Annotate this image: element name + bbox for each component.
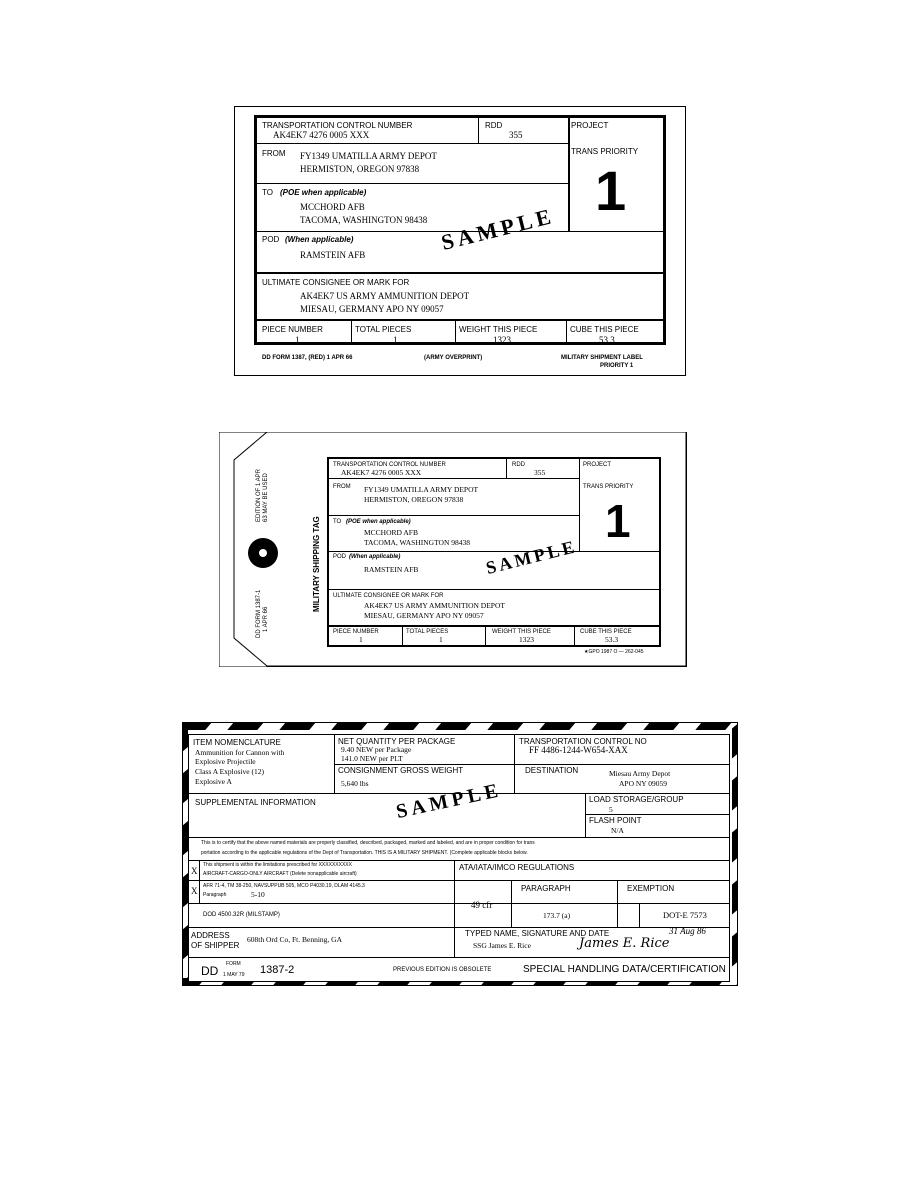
destination-label: DESTINATION — [525, 766, 579, 775]
typed-name-value: SSG James E. Rice — [473, 941, 531, 950]
tcn-no-label: TRANSPORTATION CONTROL NO — [519, 737, 647, 746]
paragraph-small-value: 5-10 — [251, 890, 265, 899]
divider — [329, 515, 580, 516]
gpo-imprint: ★GPO 1987 O — 262-045 — [584, 649, 644, 655]
divider — [189, 860, 730, 861]
form-title: SPECIAL HANDLING DATA/CERTIFICATION — [523, 964, 726, 975]
tcn-label: TRANSPORTATION CONTROL NUMBER — [262, 121, 413, 130]
tag-piece-number-label: PIECE NUMBER — [333, 629, 379, 635]
tag-from-line1: FY1349 UMATILLA ARMY DEPOT — [364, 485, 479, 494]
tag2-grid — [327, 457, 661, 647]
divider — [617, 880, 618, 927]
shipper-address: 608th Ord Co, Ft. Benning, GA — [247, 935, 343, 944]
supplemental-label: SUPPLEMENTAL INFORMATION — [195, 798, 316, 807]
divider — [402, 627, 403, 647]
address-label-line1: ADDRESS — [191, 931, 230, 940]
divider — [485, 627, 486, 647]
consignee-line2: MIESAU, GERMANY APO NY 09057 — [300, 304, 444, 314]
divider — [329, 625, 659, 627]
divider — [257, 143, 569, 144]
tag-to-label: TO — [333, 519, 342, 525]
divider — [579, 459, 580, 551]
dod-label: DOD 4500.32R (MILSTAMP) — [203, 912, 280, 918]
weight-label: WEIGHT THIS PIECE — [459, 325, 538, 334]
net-quantity-line2: 141.0 NEW per PLT — [341, 754, 403, 763]
certification-line1: This is to certify that the above named materials are properly classified, described, packaged, marked and labeled, and are in proper condition for trans — [201, 840, 535, 846]
tag-trans-priority-value: 1 — [605, 495, 631, 547]
certification-line2: portation according to the applicable regulations of the Dept of Transportation. THIS IS A MILITARY SHIPMENT. (Complete applicable blocks below. — [201, 850, 528, 856]
from-line2: HERMISTON, OREGON 97838 — [300, 164, 420, 174]
load-storage-label: LOAD STORAGE/GROUP — [589, 795, 684, 804]
label1-grid — [254, 115, 666, 345]
tag-rdd-label: RDD — [512, 462, 525, 468]
item-line3: Class A Explosive (12) — [195, 767, 264, 776]
divider — [514, 735, 515, 793]
to-line1: MCCHORD AFB — [300, 202, 365, 212]
form-sample-stamp: SAMPLE — [394, 779, 504, 824]
paragraph-value: 173.7 (a) — [543, 911, 571, 920]
tag-consignee-line1: AK4EK7 US ARMY AMMUNITION DEPOT — [364, 601, 505, 610]
x-mark-aircraft: X — [191, 866, 198, 876]
divider — [189, 903, 730, 904]
tag-tcn-label: TRANSPORTATION CONTROL NUMBER — [333, 462, 446, 468]
divider — [329, 551, 659, 552]
label1-overprint: (ARMY OVERPRINT) — [424, 355, 483, 361]
divider — [329, 478, 580, 479]
divider — [478, 118, 479, 143]
tag-to-note: (POE when applicable) — [346, 519, 411, 525]
tag-weight-label: WEIGHT THIS PIECE — [492, 629, 551, 635]
gross-weight-label: CONSIGNMENT GROSS WEIGHT — [338, 766, 464, 775]
pod-label: POD — [262, 235, 280, 244]
edition-line2: 63 MAY BE USED — [263, 473, 269, 522]
tag-project-label: PROJECT — [583, 462, 612, 468]
total-pieces-value: 1 — [393, 335, 398, 345]
pod-note: (When applicable) — [285, 235, 354, 244]
divider — [568, 118, 570, 231]
x-mark-afr: X — [191, 886, 198, 896]
tag-consignee-line2: MIESAU, GERMANY APO NY 09057 — [364, 611, 484, 620]
load-storage-value: 5 — [609, 805, 613, 814]
limitation-line1: This shipment is within the limitations prescribed for XXXXXXXXXX — [203, 862, 352, 868]
form3-grid — [188, 734, 730, 982]
piece-number-label: PIECE NUMBER — [262, 325, 323, 334]
limitation-line2: AIRCRAFT-CARGO-ONLY AIRCRAFT (Delete nonapplicable aircraft) — [203, 871, 357, 877]
divider — [189, 927, 730, 928]
tag-piece-number-value: 1 — [359, 635, 363, 644]
flash-point-value: N/A — [611, 826, 624, 835]
item-label: ITEM NOMENCLATURE — [193, 738, 281, 747]
divider — [257, 272, 663, 274]
handwritten-signature: James E. Rice — [579, 936, 670, 951]
divider — [585, 793, 586, 837]
exemption-value: DOT-E 7573 — [663, 910, 707, 920]
tag-to-line1: MCCHORD AFB — [364, 528, 418, 537]
divider — [334, 735, 335, 793]
divider — [511, 880, 512, 927]
exemption-label: EXEMPTION — [627, 884, 675, 893]
net-quantity-line1: 9.40 NEW per Package — [341, 745, 412, 754]
tag-rdd-value: 355 — [534, 468, 546, 477]
total-pieces-label: TOTAL PIECES — [355, 325, 412, 334]
tag-to-line2: TACOMA, WASHINGTON 98438 — [364, 538, 470, 547]
address-label-line2: OF SHIPPER — [191, 941, 240, 950]
item-line4: Explosive A — [195, 777, 232, 786]
tag-form-line2: 1 APR 66 — [263, 606, 269, 632]
tag-form-line1: DD FORM 1387-1 — [256, 589, 262, 638]
tag-pod-label: POD — [333, 554, 347, 560]
cube-label: CUBE THIS PIECE — [570, 325, 639, 334]
destination-line1: Miesau Army Depot — [609, 769, 671, 778]
typed-name-label: TYPED NAME, SIGNATURE AND DATE — [465, 929, 610, 938]
tag-weight-value: 1323 — [519, 635, 534, 644]
tag-total-pieces-label: TOTAL PIECES — [406, 629, 449, 635]
signature-date: 31 Aug 86 — [669, 926, 706, 936]
tag-consignee-label: ULTIMATE CONSIGNEE OR MARK FOR — [333, 593, 444, 599]
tag-pod-note: (When applicable) — [349, 554, 401, 560]
tag-trans-priority-label: TRANS PRIORITY — [583, 484, 634, 490]
project-label: PROJECT — [571, 121, 609, 130]
paragraph-small-label: Paragraph — [203, 892, 227, 898]
tag-sample-stamp: SAMPLE — [483, 536, 580, 579]
trans-priority-label: TRANS PRIORITY — [571, 147, 639, 156]
divider — [189, 957, 730, 958]
trans-priority-value: 1 — [595, 159, 627, 222]
paragraph-label: PARAGRAPH — [521, 884, 571, 893]
sample-stamp: SAMPLE — [438, 202, 558, 256]
previous-edition-note: PREVIOUS EDITION IS OBSOLETE — [393, 967, 492, 973]
divider — [574, 627, 575, 647]
rdd-value: 355 — [509, 130, 523, 140]
dd-label: DD — [201, 964, 219, 978]
to-note: (POE when applicable) — [280, 188, 367, 197]
tag-from-line2: HERMISTON, OREGON 97838 — [364, 495, 464, 504]
gross-weight-value: 5,640 lbs — [341, 779, 369, 788]
form-date: 1 MAY 79 — [223, 972, 245, 978]
item-line1: Ammunition for Cannon with — [195, 748, 285, 757]
afr-line: AFR 71-4, TM 38-250, NAVSUPPUB 505, MCO P4030.19, DLAM 4145.3 — [203, 883, 365, 889]
divider — [189, 880, 730, 881]
divider — [329, 589, 659, 590]
tag-pod-value: RAMSTEIN AFB — [364, 565, 419, 574]
divider — [257, 319, 663, 321]
label1-form-number: DD FORM 1387, (RED) 1 APR 66 — [262, 355, 353, 361]
edition-line1: EDITION OF 1 APR — [256, 468, 262, 522]
pod-value: RAMSTEIN AFB — [300, 250, 366, 260]
cube-value: 53.3 — [599, 335, 615, 345]
to-line2: TACOMA, WASHINGTON 98438 — [300, 215, 428, 225]
divider — [454, 860, 455, 957]
tag-cube-label: CUBE THIS PIECE — [580, 629, 632, 635]
divider — [257, 183, 569, 184]
weight-value: 1323 — [493, 335, 511, 345]
item-line2: Explosive Projectile — [195, 757, 256, 766]
to-label: TO — [262, 188, 273, 197]
tag-from-label: FROM — [333, 484, 351, 490]
tag-total-pieces-value: 1 — [439, 635, 443, 644]
iata-label: ATA/IATA/IMCO REGULATIONS — [459, 863, 575, 872]
divider — [334, 764, 730, 765]
form-word: FORM — [226, 961, 241, 967]
form-number: 1387-2 — [260, 964, 295, 976]
divider — [351, 321, 352, 345]
tcn-no-value: FF 4486-1244-W654-XAX — [529, 745, 628, 755]
destination-line2: APO NY 09059 — [619, 779, 668, 788]
label1-priority: PRIORITY 1 — [600, 363, 634, 369]
cfr-value: 49 cfr — [471, 900, 493, 910]
divider — [566, 321, 567, 345]
piece-number-value: 1 — [295, 335, 300, 345]
label1-title: MILITARY SHIPMENT LABEL — [561, 355, 643, 361]
divider — [189, 837, 730, 838]
divider — [639, 903, 640, 927]
tag-cube-value: 53.3 — [605, 635, 619, 644]
divider — [199, 860, 200, 903]
divider — [455, 321, 456, 345]
flash-point-label: FLASH POINT — [589, 816, 642, 825]
consignee-label: ULTIMATE CONSIGNEE OR MARK FOR — [262, 278, 410, 287]
tag-title-text: MILITARY SHIPPING TAG — [312, 516, 321, 612]
divider — [506, 459, 507, 478]
tag-grommet-icon — [244, 534, 282, 572]
from-line1: FY1349 UMATILLA ARMY DEPOT — [300, 151, 437, 161]
consignee-line1: AK4EK7 US ARMY AMMUNITION DEPOT — [300, 291, 470, 301]
net-quantity-label: NET QUANTITY PER PACKAGE — [338, 737, 456, 746]
rdd-label: RDD — [485, 121, 503, 130]
tcn-value: AK4EK7 4276 0005 XXX — [273, 130, 370, 140]
tag-tcn-value: AK4EK7 4276 0005 XXX — [341, 468, 422, 477]
divider — [585, 814, 730, 815]
from-label: FROM — [262, 149, 286, 158]
